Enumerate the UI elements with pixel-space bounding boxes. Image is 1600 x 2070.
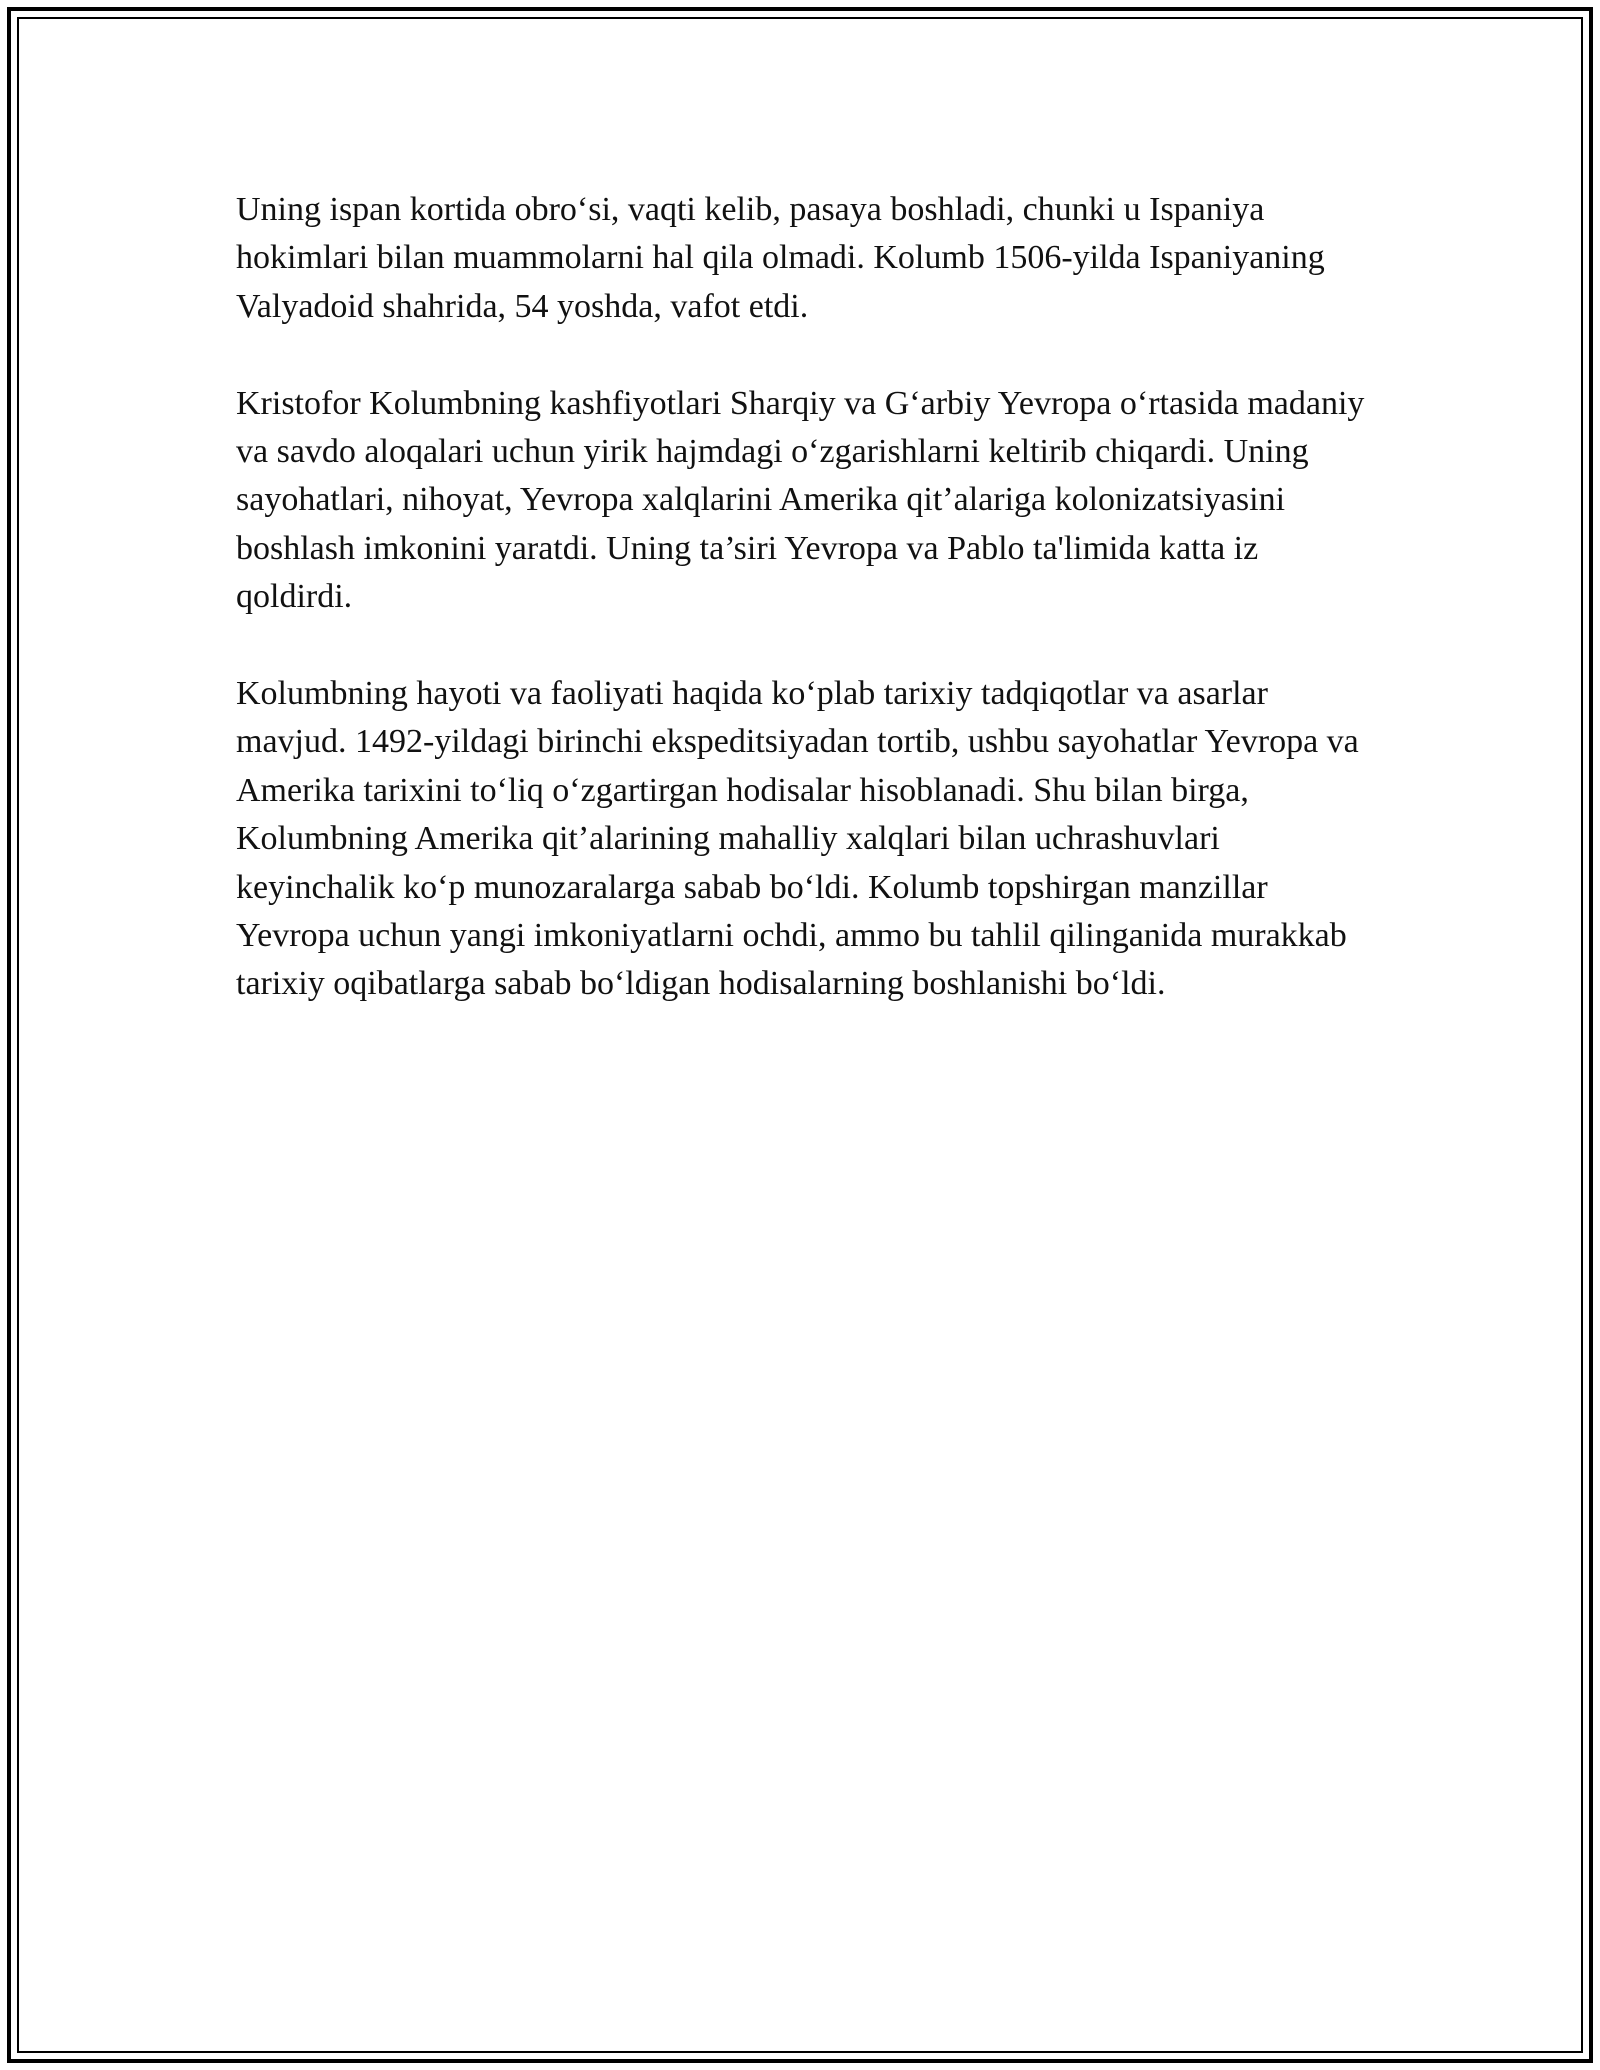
paragraph-3: Kolumbning hayoti va faoliyati haqida ko‘plab tarixiy tadqiqotlar va asarlar mavjud. 1492-yildagi birinchi ekspeditsiyadan tortib, ushbu sayohatlar Yevropa va Amerika tarixini to‘liq o‘zgartirgan hodisalar hisoblanadi. Shu bilan birga, Kolumbning Amerika qit’alarining mahalliy xalqlari bilan uchrashuvlari keyinchalik ko‘p munozaralarga sabab bo‘ldi. Kolumb topshirgan manzillar Yevropa uchun yangi imkoniyatlarni ochdi, ammo bu tahlil qilinganida murakkab tarixiy oqibatlarga sabab bo‘ldigan hodisalarning boshlanishi bo‘ldi.	[236, 675, 1359, 1003]
document-body	[236, 186, 1366, 1057]
paragraph-1: Uning ispan kortida obro‘si, vaqti kelib, pasaya boshladi, chunki u Ispaniya hokimlari bilan muammolarni hal qila olmadi. Kolumb 1506-yilda Ispaniyaning Valyadoid shahrida, 54 yoshda, vafot etdi.	[236, 191, 1325, 325]
paragraph-2: Kristofor Kolumbning kashfiyotlari Sharqiy va G‘arbiy Yevropa o‘rtasida madaniy va savdo aloqalari uchun yirik hajmdagi o‘zgarishlarni keltirib chiqardi. Uning sayohatlari, nihoyat, Yevropa xalqlarini Amerika qit’alariga kolonizatsiyasini boshlash imkonini yaratdi. Uning ta’siri Yevropa va Pablo ta'limida katta iz qoldirdi.	[236, 384, 1365, 616]
